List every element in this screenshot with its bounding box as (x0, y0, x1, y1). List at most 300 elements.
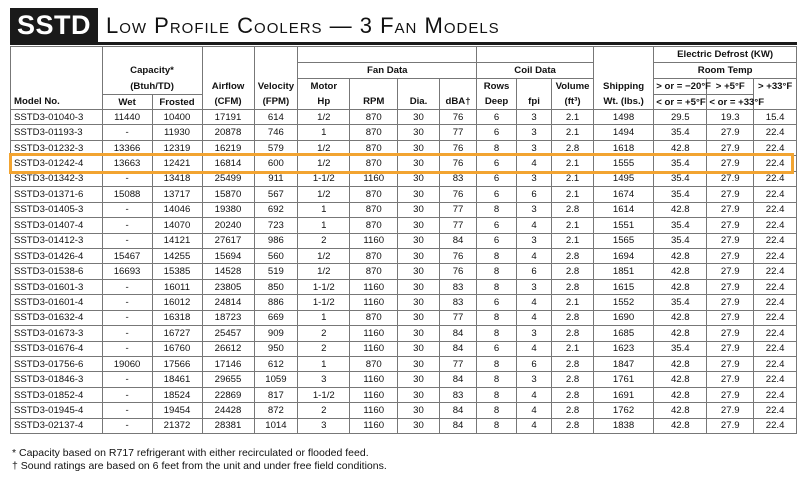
airflow-cell: 14528 (202, 264, 254, 279)
frosted-header: Frosted (152, 95, 202, 110)
fan-dia-cell: 30 (398, 233, 440, 248)
velocity-unit-header: (FPM) (254, 95, 298, 110)
motor-hp-cell: 1/2 (298, 187, 350, 202)
capacity-wet-cell: - (102, 387, 152, 402)
volume-cell: 2.1 (552, 171, 594, 186)
model-no-cell: SSTD3-01371-6 (11, 187, 103, 202)
fpi-header: fpi (516, 95, 551, 110)
footnotes (12, 447, 387, 472)
model-header-spacer (11, 79, 103, 95)
defrost-kw-high-cell: 22.4 (754, 202, 797, 217)
dba-cell: 84 (439, 233, 476, 248)
header-row-3 (11, 79, 797, 95)
defrost-kw-low-cell: 42.8 (654, 202, 707, 217)
fpi-cell: 4 (516, 341, 551, 356)
capacity-frosted-cell: 15385 (152, 264, 202, 279)
capacity-wet-cell: - (102, 403, 152, 418)
defrost-kw-high-cell: 22.4 (754, 264, 797, 279)
capacity-wet-cell: - (102, 341, 152, 356)
motor-hp-cell: 1-1/2 (298, 295, 350, 310)
defrost-kw-low-cell: 42.8 (654, 387, 707, 402)
shipping-wt-cell: 1690 (593, 310, 653, 325)
capacity-unit-header: (Btuh/TD) (102, 79, 202, 95)
defrost-kw-high-cell: 22.4 (754, 171, 797, 186)
velocity-cell: 872 (254, 403, 298, 418)
defrost-kw-high-cell: 22.4 (754, 403, 797, 418)
velocity-cell: 723 (254, 218, 298, 233)
table-row (11, 140, 797, 155)
fan-dia-cell: 30 (398, 218, 440, 233)
volume-cell: 2.8 (552, 279, 594, 294)
model-no-cell: SSTD3-01676-4 (11, 341, 103, 356)
airflow-header-spacer (202, 63, 254, 79)
volume-cell: 2.1 (552, 125, 594, 140)
defrost-kw-low-cell: 42.8 (654, 357, 707, 372)
capacity-frosted-cell: 13418 (152, 171, 202, 186)
shipping-wt-cell: 1623 (593, 341, 653, 356)
dba-cell: 77 (439, 357, 476, 372)
airflow-cell: 27617 (202, 233, 254, 248)
rows-deep-cell: 8 (477, 326, 517, 341)
model-no-cell: SSTD3-01426-4 (11, 248, 103, 263)
motor-hp-cell: 3 (298, 418, 350, 433)
rows-deep-cell: 8 (477, 202, 517, 217)
dba-cell: 76 (439, 140, 476, 155)
dba-cell: 83 (439, 295, 476, 310)
dia-header-spacer (398, 79, 440, 95)
defrost-kw-mid-cell: 27.9 (707, 372, 754, 387)
dba-cell: 76 (439, 248, 476, 263)
fan-dia-cell: 30 (398, 326, 440, 341)
rows-deep-cell: 8 (477, 310, 517, 325)
motor-hp-cell: 3 (298, 372, 350, 387)
fpi-cell: 4 (516, 418, 551, 433)
airflow-unit-header: (CFM) (202, 95, 254, 110)
defrost-kw-mid-cell: 27.9 (707, 218, 754, 233)
dba-cell: 83 (439, 279, 476, 294)
shipping-wt-cell: 1851 (593, 264, 653, 279)
dba-cell: 84 (439, 372, 476, 387)
rows-deep-cell: 6 (477, 187, 517, 202)
velocity-cell: 567 (254, 187, 298, 202)
fpi-cell: 3 (516, 110, 551, 125)
motor-hp-cell: 2 (298, 403, 350, 418)
rpm-cell: 1160 (350, 341, 398, 356)
rows-deep-cell: 6 (477, 295, 517, 310)
title-rule (10, 42, 797, 45)
airflow-header-spacer (202, 47, 254, 63)
header-row-1 (11, 47, 797, 63)
capacity-frosted-cell: 14121 (152, 233, 202, 248)
shipping-wt-cell: 1552 (593, 295, 653, 310)
defrost-kw-mid-cell: 27.9 (707, 403, 754, 418)
airflow-cell: 16219 (202, 140, 254, 155)
airflow-cell: 24428 (202, 403, 254, 418)
airflow-cell: 25499 (202, 171, 254, 186)
table-row (11, 295, 797, 310)
rpm-cell: 870 (350, 110, 398, 125)
motor-hp-cell: 2 (298, 341, 350, 356)
fan-dia-cell: 30 (398, 387, 440, 402)
capacity-frosted-cell: 12319 (152, 140, 202, 155)
model-no-cell: SSTD3-01193-3 (11, 125, 103, 140)
temp-col2-top-header: > +5°F (707, 79, 754, 95)
model-no-cell: SSTD3-01601-3 (11, 279, 103, 294)
rpm-cell: 870 (350, 202, 398, 217)
velocity-cell: 600 (254, 156, 298, 171)
defrost-kw-high-cell: 22.4 (754, 387, 797, 402)
volume-cell: 2.1 (552, 218, 594, 233)
rows-deep-cell: 6 (477, 341, 517, 356)
rpm-cell: 870 (350, 140, 398, 155)
motor-hp-cell: 1/2 (298, 110, 350, 125)
defrost-kw-mid-cell: 27.9 (707, 357, 754, 372)
specification-table (10, 46, 797, 434)
model-no-header: Model No. (11, 95, 103, 110)
shipping-wt-cell: 1498 (593, 110, 653, 125)
airflow-cell: 17191 (202, 110, 254, 125)
motor-hp-cell: 2 (298, 326, 350, 341)
airflow-header: Airflow (202, 79, 254, 95)
defrost-kw-mid-cell: 27.9 (707, 202, 754, 217)
shipping-wt-cell: 1691 (593, 387, 653, 402)
airflow-cell: 26612 (202, 341, 254, 356)
fan-dia-cell: 30 (398, 156, 440, 171)
defrost-kw-low-cell: 35.4 (654, 125, 707, 140)
airflow-cell: 15870 (202, 187, 254, 202)
velocity-cell: 950 (254, 341, 298, 356)
rows-deep-cell: 6 (477, 110, 517, 125)
rows-deep-cell: 6 (477, 233, 517, 248)
dba-cell: 76 (439, 110, 476, 125)
capacity-wet-cell: - (102, 233, 152, 248)
coil-data-header-spacer (477, 47, 594, 63)
rpm-cell: 1160 (350, 403, 398, 418)
model-no-cell: SSTD3-01412-3 (11, 233, 103, 248)
fan-dia-cell: 30 (398, 403, 440, 418)
volume-cell: 2.8 (552, 357, 594, 372)
motor-hp-cell: 1-1/2 (298, 387, 350, 402)
defrost-kw-mid-cell: 27.9 (707, 387, 754, 402)
temp-col2-bottom-header: < or = +33°F (707, 95, 754, 110)
footnote-sound: † Sound ratings are based on 6 feet from the unit and under free field conditions. (12, 459, 387, 472)
defrost-kw-mid-cell: 27.9 (707, 418, 754, 433)
volume-cell: 2.8 (552, 140, 594, 155)
defrost-kw-low-cell: 42.8 (654, 403, 707, 418)
model-no-cell: SSTD3-01846-3 (11, 372, 103, 387)
defrost-kw-high-cell: 22.4 (754, 140, 797, 155)
motor-hp-cell: 1-1/2 (298, 279, 350, 294)
fan-dia-cell: 30 (398, 357, 440, 372)
defrost-kw-mid-cell: 27.9 (707, 140, 754, 155)
volume-cell: 2.1 (552, 187, 594, 202)
motor-hp-cell: 1 (298, 125, 350, 140)
defrost-kw-high-cell: 22.4 (754, 218, 797, 233)
capacity-frosted-cell: 11930 (152, 125, 202, 140)
capacity-header: Capacity* (102, 63, 202, 79)
fan-data-header-spacer (298, 47, 477, 63)
volume-cell: 2.8 (552, 387, 594, 402)
rpm-cell: 870 (350, 264, 398, 279)
rpm-cell: 1160 (350, 279, 398, 294)
rows-deep-cell: 8 (477, 279, 517, 294)
rows-header: Rows (477, 79, 517, 95)
fpi-cell: 4 (516, 310, 551, 325)
velocity-cell: 1014 (254, 418, 298, 433)
defrost-kw-low-cell: 42.8 (654, 310, 707, 325)
model-no-cell: SSTD3-01405-3 (11, 202, 103, 217)
velocity-header-spacer (254, 63, 298, 79)
defrost-kw-mid-cell: 27.9 (707, 279, 754, 294)
capacity-wet-cell: 16693 (102, 264, 152, 279)
volume-cell: 2.8 (552, 418, 594, 433)
table-row (11, 125, 797, 140)
defrost-kw-high-cell: 15.4 (754, 110, 797, 125)
rows-deep-cell: 8 (477, 357, 517, 372)
table-row (11, 418, 797, 433)
airflow-cell: 29655 (202, 372, 254, 387)
volume-cell: 2.8 (552, 202, 594, 217)
shipping-wt-cell: 1615 (593, 279, 653, 294)
velocity-header: Velocity (254, 79, 298, 95)
defrost-kw-mid-cell: 27.9 (707, 156, 754, 171)
fan-dia-cell: 30 (398, 171, 440, 186)
defrost-kw-low-cell: 42.8 (654, 372, 707, 387)
capacity-frosted-cell: 16318 (152, 310, 202, 325)
shipping-wt-cell: 1762 (593, 403, 653, 418)
defrost-kw-mid-cell: 27.9 (707, 264, 754, 279)
rows-deep-cell: 8 (477, 248, 517, 263)
series-badge: SSTD (10, 8, 98, 42)
defrost-kw-mid-cell: 19.3 (707, 110, 754, 125)
motor-hp-cell: 1/2 (298, 140, 350, 155)
fpi-cell: 4 (516, 248, 551, 263)
dba-cell: 84 (439, 341, 476, 356)
motor-hp-cell: 1-1/2 (298, 171, 350, 186)
table-row (11, 279, 797, 294)
defrost-kw-high-cell: 22.4 (754, 233, 797, 248)
defrost-kw-low-cell: 42.8 (654, 326, 707, 341)
capacity-frosted-cell: 14070 (152, 218, 202, 233)
defrost-kw-high-cell: 22.4 (754, 187, 797, 202)
shipping-wt-cell: 1685 (593, 326, 653, 341)
table-row (11, 372, 797, 387)
model-no-cell: SSTD3-01538-6 (11, 264, 103, 279)
shipping-header-spacer (593, 63, 653, 79)
motor-unit-header: Hp (298, 95, 350, 110)
defrost-kw-mid-cell: 27.9 (707, 233, 754, 248)
table-row (11, 357, 797, 372)
capacity-wet-cell: - (102, 279, 152, 294)
table-row (11, 218, 797, 233)
fpi-cell: 3 (516, 171, 551, 186)
fan-data-header: Fan Data (298, 63, 477, 79)
rows-deep-cell: 8 (477, 140, 517, 155)
defrost-kw-high-cell: 22.4 (754, 156, 797, 171)
model-no-cell: SSTD3-01040-3 (11, 110, 103, 125)
volume-cell: 2.8 (552, 264, 594, 279)
dba-header: dBA† (439, 95, 476, 110)
velocity-cell: 1059 (254, 372, 298, 387)
capacity-frosted-cell: 14255 (152, 248, 202, 263)
table-row (11, 233, 797, 248)
model-header-spacer (11, 63, 103, 79)
capacity-wet-cell: - (102, 171, 152, 186)
capacity-wet-cell: - (102, 418, 152, 433)
velocity-cell: 614 (254, 110, 298, 125)
shipping-wt-cell: 1551 (593, 218, 653, 233)
volume-cell: 2.1 (552, 156, 594, 171)
volume-cell: 2.1 (552, 341, 594, 356)
motor-hp-cell: 1 (298, 310, 350, 325)
defrost-kw-low-cell: 35.4 (654, 171, 707, 186)
capacity-frosted-cell: 16727 (152, 326, 202, 341)
defrost-kw-mid-cell: 27.9 (707, 326, 754, 341)
defrost-kw-mid-cell: 27.9 (707, 171, 754, 186)
rpm-cell: 1160 (350, 326, 398, 341)
shipping-unit-header: Wt. (lbs.) (593, 95, 653, 110)
fpi-cell: 4 (516, 218, 551, 233)
fpi-cell: 3 (516, 326, 551, 341)
capacity-wet-cell: - (102, 310, 152, 325)
model-no-cell: SSTD3-01407-4 (11, 218, 103, 233)
velocity-cell: 886 (254, 295, 298, 310)
shipping-wt-cell: 1618 (593, 140, 653, 155)
fpi-cell: 6 (516, 264, 551, 279)
shipping-wt-cell: 1847 (593, 357, 653, 372)
model-no-cell: SSTD3-01342-3 (11, 171, 103, 186)
rows-unit-header: Deep (477, 95, 517, 110)
dba-cell: 77 (439, 310, 476, 325)
dba-cell: 83 (439, 171, 476, 186)
rpm-cell: 870 (350, 156, 398, 171)
model-header-spacer (11, 47, 103, 63)
defrost-kw-high-cell: 22.4 (754, 341, 797, 356)
defrost-kw-high-cell: 22.4 (754, 372, 797, 387)
dba-cell: 84 (439, 326, 476, 341)
capacity-frosted-cell: 18524 (152, 387, 202, 402)
fan-dia-cell: 30 (398, 110, 440, 125)
rows-deep-cell: 6 (477, 218, 517, 233)
fpi-cell: 3 (516, 140, 551, 155)
dba-cell: 76 (439, 156, 476, 171)
model-no-cell: SSTD3-01852-4 (11, 387, 103, 402)
fpi-cell: 4 (516, 156, 551, 171)
capacity-wet-cell: 15088 (102, 187, 152, 202)
defrost-kw-low-cell: 42.8 (654, 418, 707, 433)
table-row (11, 387, 797, 402)
header-row-2 (11, 63, 797, 79)
room-temp-header: Room Temp (654, 63, 797, 79)
fan-dia-cell: 30 (398, 295, 440, 310)
defrost-kw-high-cell: 22.4 (754, 125, 797, 140)
rpm-header: RPM (350, 95, 398, 110)
table-row (11, 326, 797, 341)
defrost-kw-high-cell: 22.4 (754, 279, 797, 294)
dia-header: Dia. (398, 95, 440, 110)
fan-dia-cell: 30 (398, 341, 440, 356)
defrost-kw-low-cell: 29.5 (654, 110, 707, 125)
defrost-kw-low-cell: 42.8 (654, 264, 707, 279)
defrost-kw-high-cell: 22.4 (754, 418, 797, 433)
fan-dia-cell: 30 (398, 264, 440, 279)
table-row (11, 341, 797, 356)
velocity-cell: 746 (254, 125, 298, 140)
dba-cell: 83 (439, 387, 476, 402)
airflow-cell: 19380 (202, 202, 254, 217)
footnote-capacity: * Capacity based on R717 refrigerant with either recirculated or flooded feed. (12, 447, 369, 459)
fpi-cell: 3 (516, 279, 551, 294)
fan-dia-cell: 30 (398, 310, 440, 325)
table-row (11, 310, 797, 325)
airflow-cell: 17146 (202, 357, 254, 372)
capacity-wet-cell: 15467 (102, 248, 152, 263)
fpi-cell: 3 (516, 372, 551, 387)
velocity-cell: 909 (254, 326, 298, 341)
defrost-kw-high-cell: 22.4 (754, 248, 797, 263)
model-no-cell: SSTD3-01242-4 (11, 156, 103, 171)
table-row (11, 187, 797, 202)
page-title: Low Profile Coolers — 3 Fan Models (106, 13, 500, 38)
airflow-cell: 20240 (202, 218, 254, 233)
shipping-wt-cell: 1838 (593, 418, 653, 433)
capacity-wet-cell: - (102, 202, 152, 217)
velocity-cell: 519 (254, 264, 298, 279)
dba-cell: 76 (439, 187, 476, 202)
model-no-cell: SSTD3-02137-4 (11, 418, 103, 433)
airflow-cell: 15694 (202, 248, 254, 263)
shipping-wt-cell: 1565 (593, 233, 653, 248)
header-row-4 (11, 95, 797, 110)
shipping-wt-cell: 1555 (593, 156, 653, 171)
capacity-frosted-cell: 21372 (152, 418, 202, 433)
model-no-cell: SSTD3-01601-4 (11, 295, 103, 310)
rows-deep-cell: 8 (477, 372, 517, 387)
defrost-kw-low-cell: 42.8 (654, 279, 707, 294)
fpi-cell: 4 (516, 295, 551, 310)
coil-data-header: Coil Data (477, 63, 594, 79)
velocity-header-spacer (254, 47, 298, 63)
defrost-kw-low-cell: 35.4 (654, 295, 707, 310)
capacity-frosted-cell: 10400 (152, 110, 202, 125)
velocity-cell: 911 (254, 171, 298, 186)
table-body (11, 110, 797, 434)
volume-cell: 2.1 (552, 110, 594, 125)
capacity-frosted-cell: 16760 (152, 341, 202, 356)
airflow-cell: 16814 (202, 156, 254, 171)
volume-header: Volume (552, 79, 594, 95)
rpm-cell: 870 (350, 218, 398, 233)
defrost-kw-mid-cell: 27.9 (707, 310, 754, 325)
temp-col3-header: > +33°F (754, 79, 797, 95)
rows-deep-cell: 8 (477, 418, 517, 433)
capacity-frosted-cell: 13717 (152, 187, 202, 202)
capacity-frosted-cell: 14046 (152, 202, 202, 217)
capacity-frosted-cell: 18461 (152, 372, 202, 387)
table-row (11, 110, 797, 125)
fpi-cell: 6 (516, 357, 551, 372)
rpm-cell: 870 (350, 357, 398, 372)
airflow-cell: 23805 (202, 279, 254, 294)
airflow-cell: 25457 (202, 326, 254, 341)
velocity-cell: 612 (254, 357, 298, 372)
fan-dia-cell: 30 (398, 418, 440, 433)
volume-cell: 2.1 (552, 233, 594, 248)
fan-dia-cell: 30 (398, 187, 440, 202)
shipping-wt-cell: 1761 (593, 372, 653, 387)
volume-cell: 2.8 (552, 372, 594, 387)
velocity-cell: 669 (254, 310, 298, 325)
